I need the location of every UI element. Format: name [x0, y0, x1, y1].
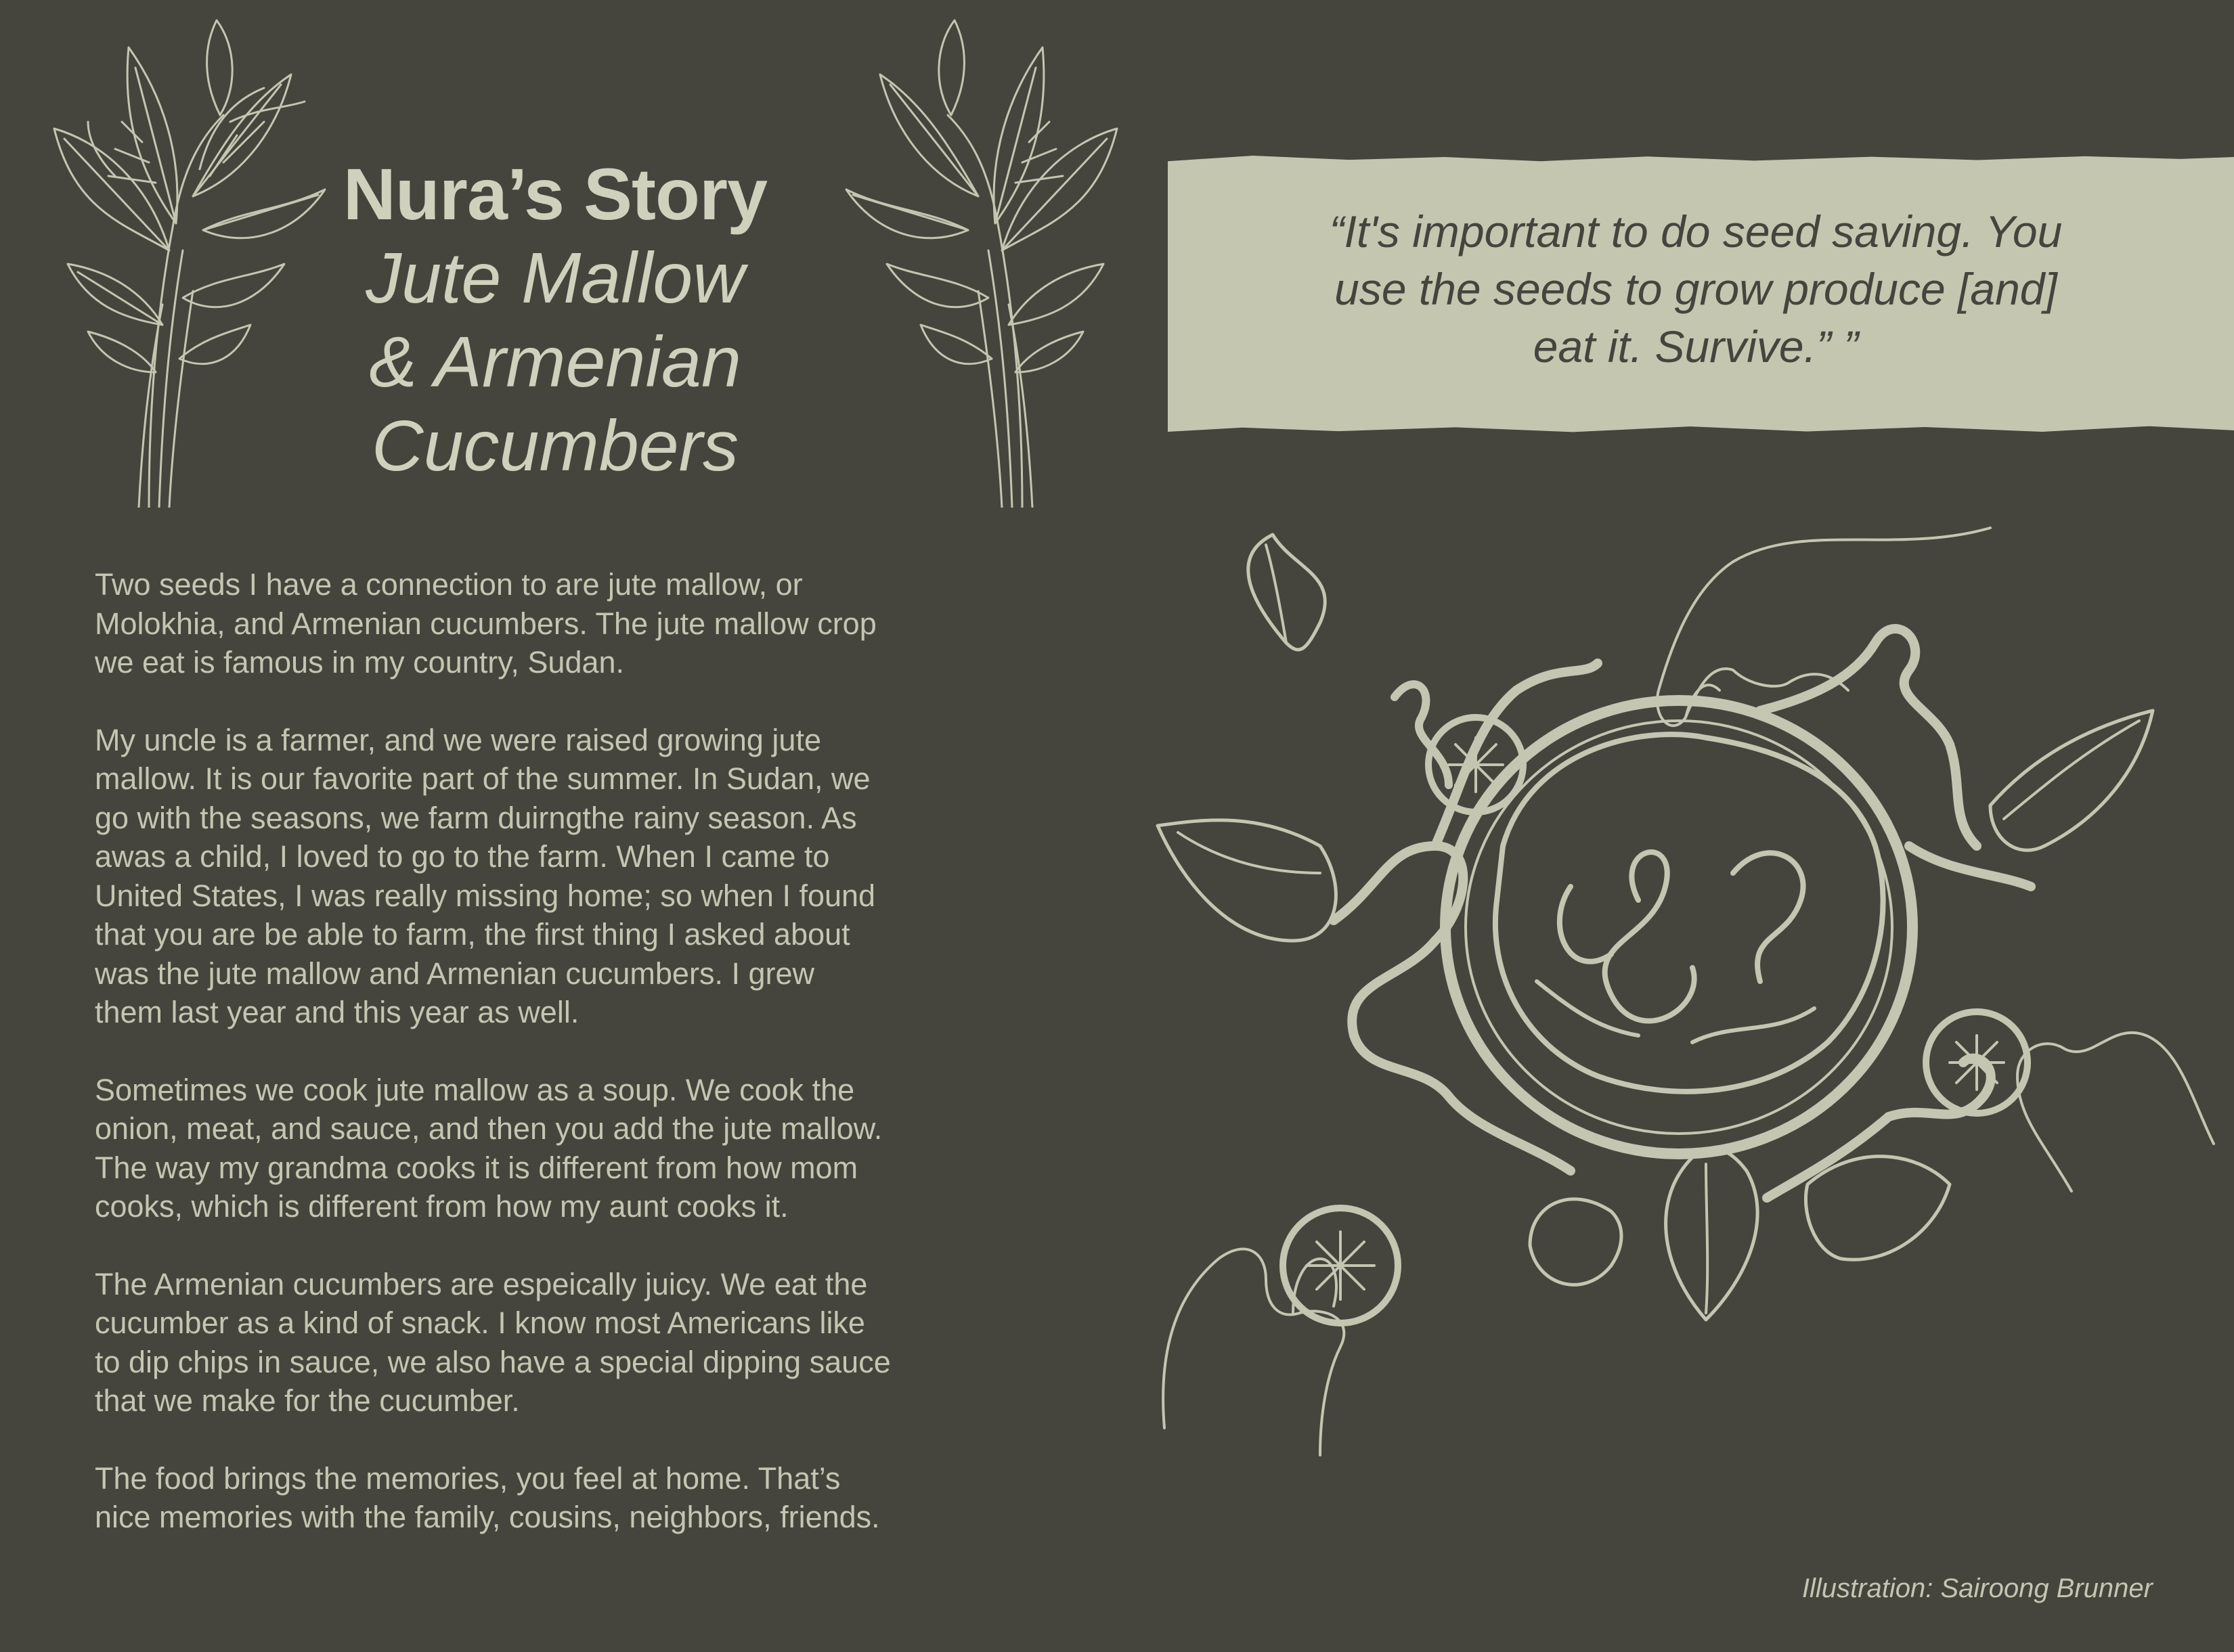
subtitle-line: Jute Mallow	[366, 238, 745, 319]
story-paragraph	[95, 565, 1070, 682]
story-line: awas a child, I loved to go to the farm. When I came to	[95, 839, 830, 874]
story-line: onion, meat, and sauce, and then you add the jute mallow.	[95, 1111, 883, 1146]
story-line: Sometimes we cook jute mallow as a soup. We cook the	[95, 1072, 855, 1107]
page-title: Nura’s Story	[343, 153, 768, 235]
story-line: go with the seasons, we farm duirngthe rainy season. As	[95, 800, 857, 835]
story-line: that we make for the cucumber.	[95, 1383, 520, 1418]
story-line: we eat is famous in my country, Sudan.	[95, 645, 625, 679]
story-line: The Armenian cucumbers are espeically juicy. We eat the	[95, 1266, 868, 1301]
story-line: nice memories with the family, cousins, neighbors, friends.	[95, 1500, 880, 1534]
story-line: mallow. It is our favorite part of the summer. In Sudan, we	[95, 761, 871, 796]
story-paragraph	[95, 1071, 1070, 1226]
quote-line: use the seeds to grow produce [and]	[1334, 264, 2057, 314]
subtitle-line: Cucumbers	[372, 406, 739, 487]
hand-top	[1657, 528, 1990, 725]
story-line: to dip chips in sauce, we also have a special dipping sauce	[95, 1344, 891, 1379]
quote-line: “It's important to do seed saving. You	[1329, 206, 2063, 256]
subtitle-line: & Armenian	[369, 322, 741, 403]
story-line: The food brings the memories, you feel at home. That’s	[95, 1460, 841, 1496]
hand-right	[2017, 1033, 2214, 1191]
pull-quote	[1198, 203, 2193, 376]
bowl-rim	[1445, 700, 1912, 1154]
story-line: cucumber as a kind of snack. I know most Americans like	[95, 1305, 865, 1340]
soup-bowl-illustration	[1097, 467, 2234, 1550]
leaf	[1158, 820, 1336, 941]
leaf	[1248, 535, 1326, 650]
quote-line: eat it. Survive.” ”	[1533, 321, 1859, 372]
story-line: cooks, which is different from how my aunt cooks it.	[95, 1189, 789, 1224]
story-line: My uncle is a farmer, and we were raised growing jute	[95, 722, 821, 757]
hand-bottom-left	[1163, 1249, 1344, 1455]
soup-surface	[1495, 734, 1883, 1092]
story-line: The way my grandma cooks it is different from how mom	[95, 1150, 858, 1185]
jute-mallow-leaf-illustration-right	[799, 7, 1124, 508]
story-line: Two seeds I have a connection to are jute mallow, or	[95, 567, 803, 602]
story-line: that you are be able to farm, the first thing I asked about	[95, 917, 850, 952]
story-line: was the jute mallow and Armenian cucumbers. I grew	[95, 956, 814, 991]
story-line: Molokhia, and Armenian cucumbers. The jute mallow crop	[95, 606, 877, 641]
story-line: them last year and this year as well.	[95, 995, 579, 1029]
story-paragraph	[95, 1265, 1070, 1421]
story-paragraph	[95, 1459, 1070, 1537]
leaf	[1530, 1199, 1621, 1285]
story-paragraph	[95, 721, 1070, 1032]
title-block	[291, 152, 819, 488]
leaf	[1805, 1157, 1950, 1260]
story-body	[95, 565, 1070, 1576]
story-line: United States, I was really missing home; so when I found	[95, 878, 876, 913]
leaf	[1990, 711, 2153, 850]
leaf	[1666, 1148, 1757, 1320]
illustration-credit: Illustration: Sairoong Brunner	[1801, 1573, 2153, 1603]
